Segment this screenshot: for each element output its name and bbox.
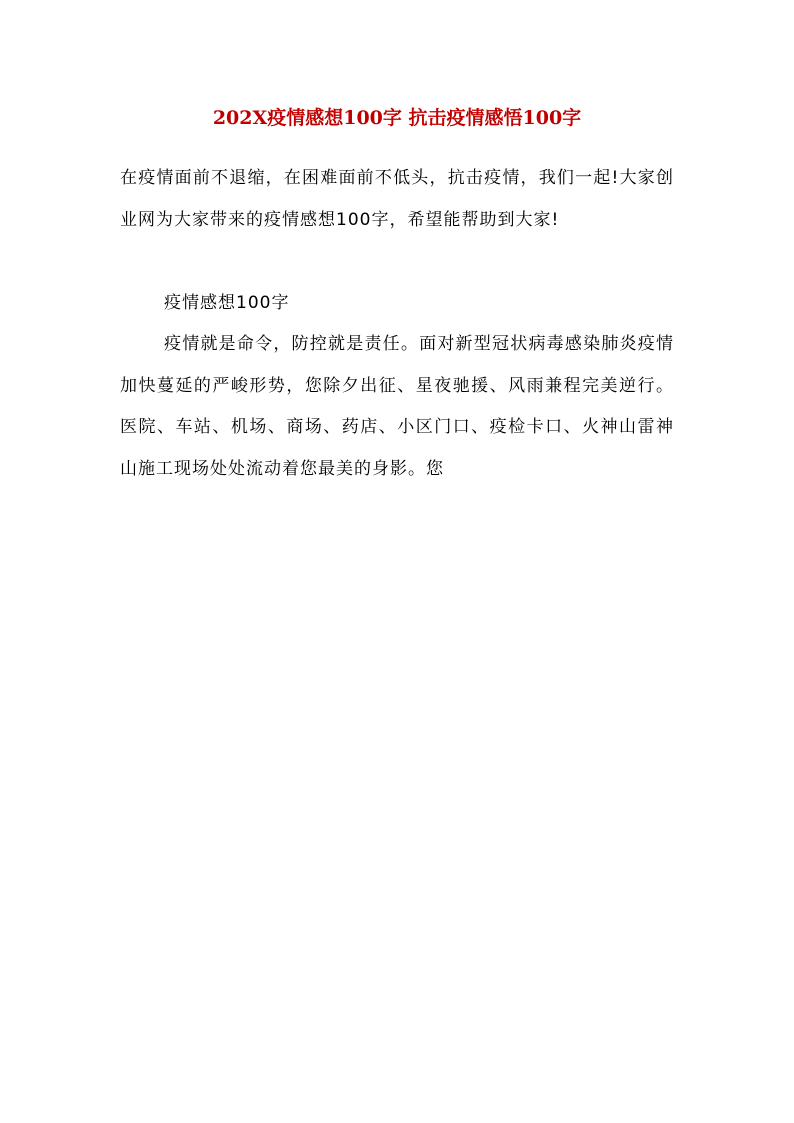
section-heading: 疫情感想100字: [164, 293, 290, 313]
document-title: 202X疫情感想100字 抗击疫情感悟100字: [212, 107, 582, 129]
intro-paragraph: 在疫情面前不退缩，在困难面前不低头，抗击疫情，我们一起!大家创业网为大家带来的疫情感想100字，希望能帮助到大家!: [120, 168, 674, 230]
body-paragraph: 疫情就是命令，防控就是责任。面对新型冠状病毒感染肺炎疫情加快蔓延的严峻形势，您除夕出征、星夜驰援、风雨兼程完美逆行。医院、车站、机场、商场、药店、小区门口、疫检卡口、火神山雷神山施工现场处处流动着您最美的身影。您: [120, 334, 674, 479]
